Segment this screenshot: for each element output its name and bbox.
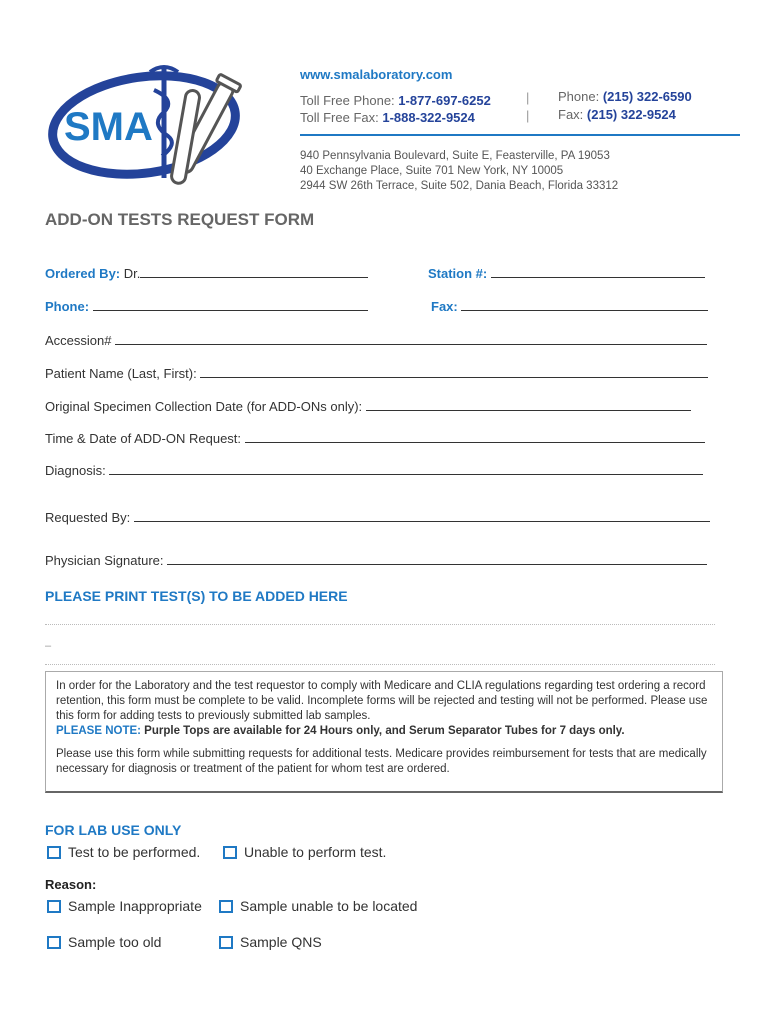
request-time-field <box>45 431 705 446</box>
unable-to-perform-label: Unable to perform test. <box>244 844 387 860</box>
toll-free-phone <box>300 93 491 108</box>
print-tests-heading: PLEASE PRINT TEST(S) TO BE ADDED HERE <box>45 588 348 604</box>
please-note-label: PLEASE NOTE: <box>56 725 141 737</box>
physician-signature-input[interactable] <box>167 553 707 565</box>
ordered-by-label: Ordered By: <box>45 266 121 281</box>
print-tests-line[interactable] <box>45 624 715 625</box>
address-line: 2944 SW 26th Terrace, Suite 502, Dania Beach, Florida 33312 <box>300 180 619 192</box>
please-note <box>56 724 712 739</box>
fax-field <box>431 299 708 314</box>
requested-by-label: Requested By: <box>45 510 131 525</box>
collection-date-field <box>45 399 691 414</box>
request-time-label: Time & Date of ADD-ON Request: <box>45 431 242 446</box>
requested-by-input[interactable] <box>134 510 710 522</box>
notice-paragraph: Please use this form while submitting requests for additional tests. Medicare provides reimbursement for tests that are medically necessary for diagnosis or treatment of the patient for whom test are ordered. <box>56 748 707 775</box>
collection-date-input[interactable] <box>366 399 691 411</box>
station-label: Station #: <box>428 266 488 281</box>
toll-free-phone-label: Toll Free Phone: <box>300 93 399 108</box>
phone-field-label: Phone: <box>45 299 90 314</box>
sample-unable-to-be-located-checkbox[interactable] <box>219 900 233 913</box>
fax-value: (215) 322-9524 <box>586 107 676 122</box>
sample-unable-to-be-located-label: Sample unable to be located <box>240 898 418 914</box>
accession-label: Accession# <box>45 333 112 348</box>
sample-inappropriate-label: Sample Inappropriate <box>68 898 202 914</box>
diagnosis-input[interactable] <box>109 463 703 475</box>
station-input[interactable] <box>491 266 705 278</box>
notice-paragraph: In order for the Laboratory and the test requestor to comply with Medicare and CLIA regulations regarding test ordering a record retention, this form must be complete to be valid. Incomplete forms will be rejected and testing will not be performed. Please use this form for adding tests to previously submitted lab samples. <box>56 680 708 722</box>
ordered-by-input[interactable] <box>140 266 368 278</box>
address-line: 940 Pennsylvania Boulevard, Suite E, Feasterville, PA 19053 <box>300 150 610 162</box>
toll-free-fax-value: 1-888-322-9524 <box>382 110 475 125</box>
physician-signature-label: Physician Signature: <box>45 553 164 568</box>
phone-field <box>45 299 368 314</box>
physician-signature-field <box>45 553 707 568</box>
toll-free-fax-label: Toll Free Fax: <box>300 110 383 125</box>
sample-qns-checkbox[interactable] <box>219 936 233 949</box>
request-time-input[interactable] <box>245 431 705 443</box>
requested-by-field <box>45 510 710 525</box>
header-separator: | <box>526 108 530 123</box>
header-divider <box>300 134 740 136</box>
fax-field-label: Fax: <box>431 299 458 314</box>
logo-text: SMA <box>64 105 153 149</box>
toll-free-fax <box>300 110 475 125</box>
sample-too-old-label: Sample too old <box>68 934 162 950</box>
website-link[interactable]: www.smalaboratory.com <box>300 67 453 82</box>
phone-label: Phone: <box>558 89 603 104</box>
ordered-by-prefix: Dr. <box>120 266 141 281</box>
station-field <box>428 266 705 281</box>
form-title: ADD-ON TESTS REQUEST FORM <box>45 210 315 229</box>
print-tests-line[interactable] <box>45 664 715 665</box>
diagnosis-label: Diagnosis: <box>45 463 106 478</box>
sample-qns-label: Sample QNS <box>240 934 322 950</box>
print-tests-dash: – <box>45 640 52 652</box>
phone <box>558 89 692 104</box>
diagnosis-field <box>45 463 703 478</box>
test-to-be-performed-checkbox[interactable] <box>47 846 61 859</box>
address-line: 40 Exchange Place, Suite 701 New York, NY 10005 <box>300 165 564 177</box>
unable-to-perform-checkbox[interactable] <box>223 846 237 859</box>
header-separator: | <box>526 90 530 105</box>
patient-name-field <box>45 366 708 381</box>
reason-label: Reason: <box>45 877 97 892</box>
sample-too-old-checkbox[interactable] <box>47 936 61 949</box>
please-note-text: Purple Tops are available for 24 Hours only, and Serum Separator Tubes for 7 days only. <box>140 725 625 737</box>
accession-field <box>45 333 707 348</box>
lab-use-heading: FOR LAB USE ONLY <box>45 822 182 838</box>
collection-date-label: Original Specimen Collection Date (for ADD-ONs only): <box>45 399 363 414</box>
ordered-by-field <box>45 266 368 281</box>
patient-name-label: Patient Name (Last, First): <box>45 366 197 381</box>
test-to-be-performed-label: Test to be performed. <box>68 844 201 860</box>
fax-input[interactable] <box>461 299 708 311</box>
phone-input[interactable] <box>93 299 368 311</box>
patient-name-input[interactable] <box>200 366 708 378</box>
sample-inappropriate-checkbox[interactable] <box>47 900 61 913</box>
notice-box <box>45 671 723 793</box>
phone-value: (215) 322-6590 <box>602 89 692 104</box>
sma-logo <box>46 60 246 195</box>
toll-free-phone-value: 1-877-697-6252 <box>398 93 491 108</box>
fax-label: Fax: <box>558 107 587 122</box>
accession-input[interactable] <box>115 333 707 345</box>
fax <box>558 107 676 122</box>
